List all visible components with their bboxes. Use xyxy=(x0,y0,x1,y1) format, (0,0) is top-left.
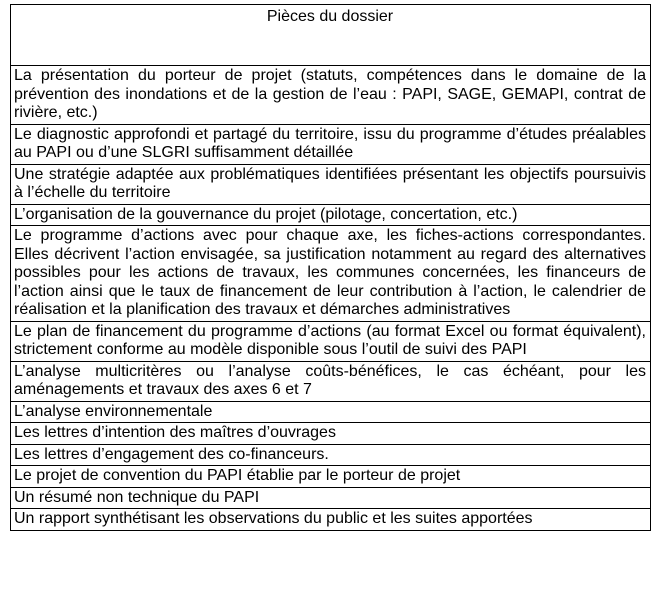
dossier-table xyxy=(10,4,651,531)
table-cell: Les lettres d’engagement des co-financeurs. xyxy=(11,444,651,466)
table-cell: Un résumé non technique du PAPI xyxy=(11,487,651,509)
table-row xyxy=(11,124,651,164)
table-cell: La présentation du porteur de projet (statuts, compétences dans le domaine de la prévention des inondations et de la gestion de l’eau : PAPI, SAGE, GEMAPI, contrat de rivière, etc.) xyxy=(11,66,651,125)
table-cell: Une stratégie adaptée aux problématiques identifiées présentant les objectifs poursuivis à l’échelle du territoire xyxy=(11,164,651,204)
table-row xyxy=(11,401,651,423)
table-cell: Un rapport synthétisant les observations du public et les suites apportées xyxy=(11,509,651,531)
table-row xyxy=(11,361,651,401)
table-row xyxy=(11,444,651,466)
table-row xyxy=(11,164,651,204)
table-row xyxy=(11,321,651,361)
table-cell: L’analyse multicritères ou l’analyse coûts-bénéfices, le cas échéant, pour les aménagements et travaux des axes 6 et 7 xyxy=(11,361,651,401)
table-row xyxy=(11,487,651,509)
table-row xyxy=(11,466,651,488)
table-cell: Le projet de convention du PAPI établie par le porteur de projet xyxy=(11,466,651,488)
table-row xyxy=(11,423,651,445)
table-cell: Le plan de financement du programme d’actions (au format Excel ou format équivalent), strictement conforme au modèle disponible sous l’outil de suivi des PAPI xyxy=(11,321,651,361)
table-cell: Le diagnostic approfondi et partagé du territoire, issu du programme d’études préalables au PAPI ou d’une SLGRI suffisamment détaillée xyxy=(11,124,651,164)
table-row xyxy=(11,204,651,226)
table-row xyxy=(11,66,651,125)
table-cell: Le programme d’actions avec pour chaque axe, les fiches-actions correspondantes. Elles décrivent l’action envisagée, sa justification notamment au regard des alternatives possibles pour les actions de travaux, les communes concernées, les financeurs de l’action ainsi que le taux de financement de leur contribution à l’action, le calendrier de réalisation et la planification des travaux et démarches administratives xyxy=(11,226,651,322)
table-row xyxy=(11,509,651,531)
table-header-cell: Pièces du dossier xyxy=(11,5,651,66)
table-row xyxy=(11,226,651,322)
table-cell: L’analyse environnementale xyxy=(11,401,651,423)
table-header-row xyxy=(11,5,651,66)
table-cell: Les lettres d’intention des maîtres d’ouvrages xyxy=(11,423,651,445)
table-cell: L’organisation de la gouvernance du projet (pilotage, concertation, etc.) xyxy=(11,204,651,226)
